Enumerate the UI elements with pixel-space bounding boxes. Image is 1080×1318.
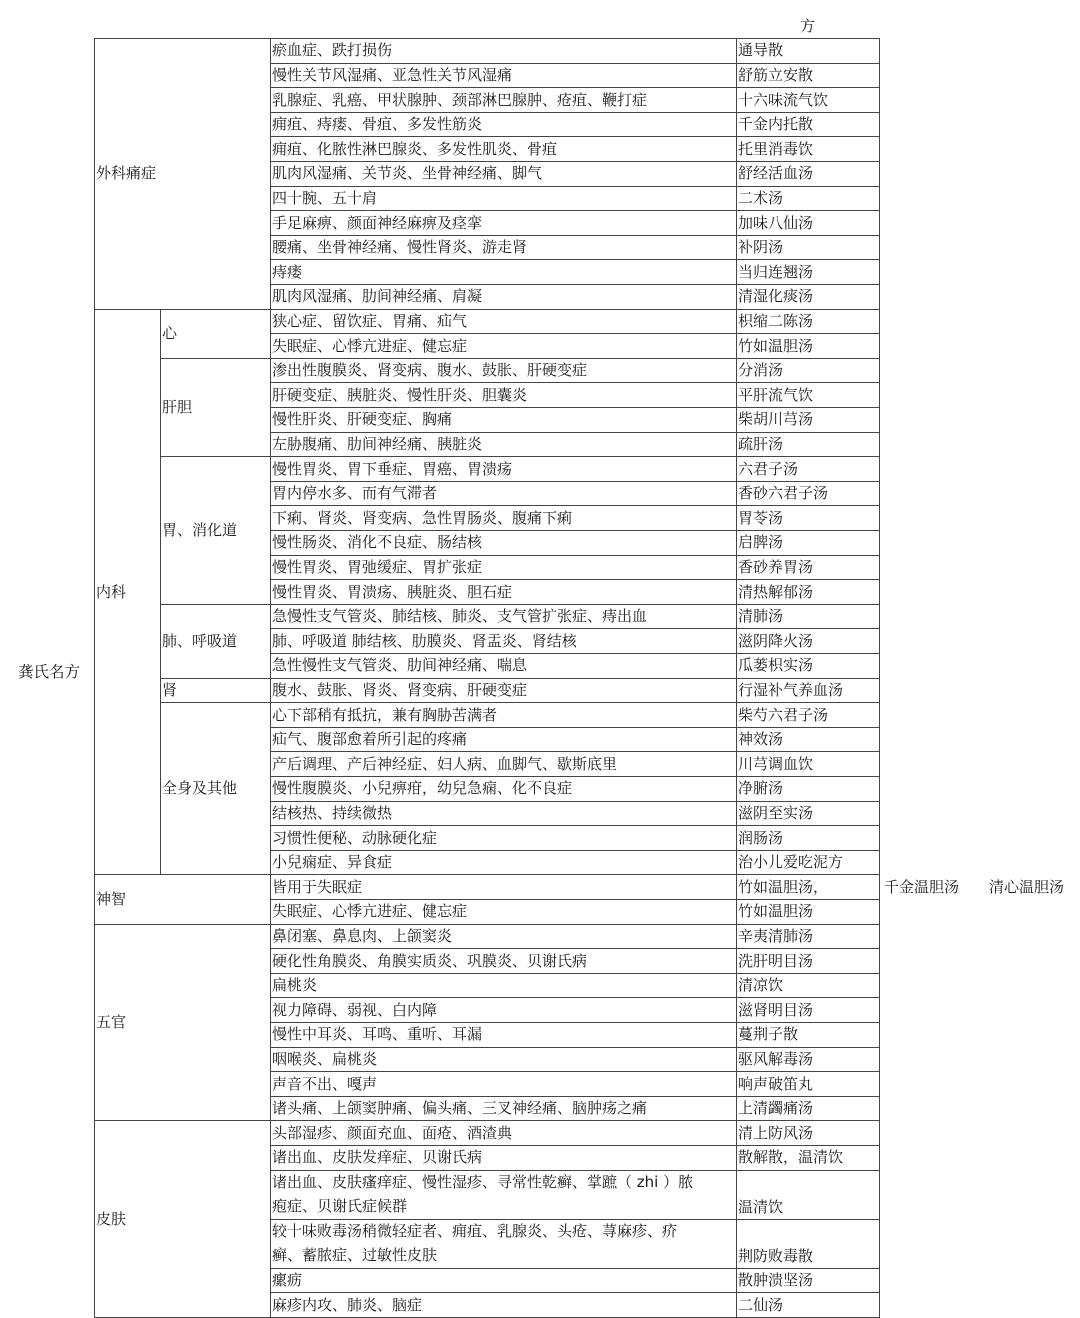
row-divider xyxy=(270,333,880,334)
row-divider xyxy=(270,1268,880,1269)
indication-text: 急性慢性支气管炎、肋间神经痛、喘息 xyxy=(272,656,528,675)
indication-text: 声音不出、嘎声 xyxy=(272,1074,378,1093)
formula-name: 胃苓汤 xyxy=(738,508,784,527)
row-divider xyxy=(270,776,880,777)
subcategory-divider xyxy=(160,358,270,359)
formula-name: 香砂六君子汤 xyxy=(738,484,829,503)
row-divider xyxy=(270,899,880,900)
category-label: 皮肤 xyxy=(96,1209,127,1228)
category-label: 内科 xyxy=(96,582,127,601)
row-divider xyxy=(270,1170,880,1171)
category-label: 外科痛症 xyxy=(96,164,157,183)
indication-text: 视力障碍、弱视、白内障 xyxy=(272,1000,438,1019)
indication-text: 渗出性腹膜炎、肾变病、腹水、鼓胀、肝硬变症 xyxy=(272,361,588,380)
row-divider xyxy=(270,973,880,974)
indication-text: 肝硬变症、胰脏炎、慢性肝炎、胆囊炎 xyxy=(272,385,528,404)
row-divider xyxy=(270,382,880,383)
row-divider xyxy=(270,801,880,802)
indication-text: 慢性中耳炎、耳鸣、重听、耳漏 xyxy=(272,1025,483,1044)
root-label: 龚氏名方 xyxy=(18,663,81,681)
row-divider xyxy=(270,309,880,310)
table-left-border xyxy=(94,38,95,1317)
formula-name: 柴胡川芎汤 xyxy=(738,410,814,429)
indication-text: 胃内停水多、而有气滞者 xyxy=(272,484,438,503)
subcategory-label: 肾 xyxy=(162,680,178,699)
row-divider xyxy=(270,1047,880,1048)
formula-name: 润肠汤 xyxy=(738,828,784,847)
indication-text: 诸出血、皮肤发痒症、贝谢氏病 xyxy=(272,1148,483,1167)
indication-text: 较十味败毒汤稍微轻症者、痈疽、乳腺炎、头疮、荨麻疹、疥 xyxy=(272,1221,678,1240)
indication-text: 慢性胃炎、胃溃疡、胰脏炎、胆石症 xyxy=(272,582,513,601)
extra-formulas-note: 千金温胆汤 清心温胆汤 xyxy=(884,877,1065,896)
formula-name: 清热解郁汤 xyxy=(738,582,814,601)
formula-name: 加味八仙汤 xyxy=(738,213,814,232)
formula-column-header: 方 xyxy=(800,17,816,35)
row-divider xyxy=(270,1096,880,1097)
subcategory-divider xyxy=(160,456,270,457)
formula-name: 滋阴至实汤 xyxy=(738,803,814,822)
formula-name: 十六味流气饮 xyxy=(738,90,829,109)
subcategory-label: 肺、呼吸道 xyxy=(162,631,238,650)
row-divider xyxy=(270,850,880,851)
category-divider xyxy=(94,1120,270,1121)
subcategory-label: 胃、消化道 xyxy=(162,521,238,539)
indication-text: 乳腺症、乳癌、甲状腺肿、颈部淋巴腺肿、疮疽、鞭打症 xyxy=(272,90,648,109)
subcategory-divider xyxy=(160,702,270,703)
row-divider xyxy=(270,161,880,162)
subcategory-column-border xyxy=(160,309,161,875)
subcategory-label: 全身及其他 xyxy=(162,779,238,798)
row-divider xyxy=(270,456,880,457)
formula-name: 分消汤 xyxy=(738,361,784,380)
row-divider xyxy=(270,407,880,408)
row-divider xyxy=(270,727,880,728)
indication-text: 瘀血症、跌打损伤 xyxy=(272,41,393,60)
formula-name: 散肿溃坚汤 xyxy=(738,1270,814,1289)
row-divider xyxy=(270,1071,880,1072)
table-top-border xyxy=(94,38,880,39)
formula-name: 洗肝明目汤 xyxy=(738,951,814,970)
formula-name: 治小儿爱吃泥方 xyxy=(738,853,844,872)
row-divider xyxy=(270,579,880,580)
row-divider xyxy=(270,358,880,359)
formula-name: 清凉饮 xyxy=(738,976,784,995)
row-divider xyxy=(270,481,880,482)
category-divider xyxy=(94,924,270,925)
formula-name: 驱风解毒汤 xyxy=(738,1049,814,1068)
row-divider xyxy=(270,1120,880,1121)
row-divider xyxy=(270,555,880,556)
formula-name: 神效汤 xyxy=(738,730,784,749)
row-divider xyxy=(270,284,880,285)
formula-name: 柴芍六君子汤 xyxy=(738,705,829,724)
formula-name: 滋阴降火汤 xyxy=(738,631,814,650)
formula-name: 疏肝汤 xyxy=(738,434,784,453)
indication-text: 肌肉风湿痛、关节炎、坐骨神经痛、脚气 xyxy=(272,164,543,183)
indication-text: 皆用于失眠症 xyxy=(272,877,363,896)
subcategory-divider xyxy=(160,678,270,679)
row-divider xyxy=(270,924,880,925)
formula-name: 竹如温胆汤 xyxy=(738,902,814,921)
indication-text: 四十腕、五十肩 xyxy=(272,188,378,207)
row-divider xyxy=(270,948,880,949)
formula-name: 舒筋立安散 xyxy=(738,65,814,84)
row-divider xyxy=(270,136,880,137)
indication-text: 结核热、持续微热 xyxy=(272,803,393,822)
indication-text: 失眠症、心悸亢进症、健忘症 xyxy=(272,902,468,921)
indication-text: 慢性胃炎、胃下垂症、胃癌、胃溃疡 xyxy=(272,459,513,478)
indication-text: 慢性胃炎、胃弛缓症、胃扩张症 xyxy=(272,557,483,576)
indication-text: 慢性肝炎、肝硬变症、胸痛 xyxy=(272,410,453,429)
formula-name: 滋肾明目汤 xyxy=(738,1000,814,1019)
row-divider xyxy=(270,825,880,826)
indication-text: 咽喉炎、扁桃炎 xyxy=(272,1049,378,1068)
subcategory-label: 心 xyxy=(162,324,178,343)
formula-name: 瓜蒌枳实汤 xyxy=(738,656,814,675)
row-divider xyxy=(270,63,880,64)
formula-name: 散解散，温清饮 xyxy=(738,1148,844,1167)
indication-text: 癣、蓄脓症、过敏性皮肤 xyxy=(272,1245,438,1264)
subcategory-divider xyxy=(160,604,270,605)
formula-name: 响声破笛丸 xyxy=(738,1074,814,1093)
indication-text: 肺、呼吸道 肺结核、肋膜炎、肾盂炎、肾结核 xyxy=(272,631,577,650)
indication-text: 狭心症、留饮症、胃痛、疝气 xyxy=(272,311,468,330)
indication-text: 疝气、腹部愈着所引起的疼痛 xyxy=(272,730,468,749)
indication-text: 习惯性便秘、动脉硬化症 xyxy=(272,828,438,847)
indication-text: 肌肉风湿痛、肋间神经痛、肩凝 xyxy=(272,287,483,306)
indication-text: 诸出血、皮肤瘙痒症、慢性湿疹、寻常性乾癣、掌蹠（ zhi ）脓 xyxy=(272,1172,694,1191)
row-divider xyxy=(270,87,880,88)
formula-name: 温清饮 xyxy=(738,1197,784,1216)
row-divider xyxy=(270,874,880,875)
indication-text: 小兒痫症、异食症 xyxy=(272,853,393,872)
indication-text: 心下部稍有抵抗，兼有胸胁苦满者 xyxy=(272,705,498,724)
formula-name: 当归连翘汤 xyxy=(738,262,814,281)
formula-name: 川芎调血饮 xyxy=(738,754,814,773)
row-divider xyxy=(270,1022,880,1023)
indication-text: 硬化性角膜炎、角膜实质炎、巩膜炎、贝谢氏病 xyxy=(272,951,588,970)
category-divider xyxy=(94,309,270,310)
indication-text: 痔瘘 xyxy=(272,262,303,281)
indication-text: 慢性肠炎、消化不良症、肠结核 xyxy=(272,533,483,552)
indication-text: 痈疽、化脓性淋巴腺炎、多发性肌炎、骨疽 xyxy=(272,139,558,158)
row-divider xyxy=(270,678,880,679)
formula-name: 清肺汤 xyxy=(738,607,784,626)
row-divider xyxy=(270,997,880,998)
formula-name: 平肝流气饮 xyxy=(738,385,814,404)
subcategory-label: 肝胆 xyxy=(162,398,193,416)
formula-name: 托里消毒饮 xyxy=(738,139,814,158)
row-divider xyxy=(270,210,880,211)
row-divider xyxy=(270,1145,880,1146)
category-divider xyxy=(94,874,270,875)
indication-text: 疱症、贝谢氏症候群 xyxy=(272,1196,408,1215)
row-divider xyxy=(270,1219,880,1220)
row-divider xyxy=(270,505,880,506)
indication-text: 痈疽、痔瘘、骨疽、多发性筋炎 xyxy=(272,115,483,134)
indication-text: 慢性关节风湿痛、亚急性关节风湿痛 xyxy=(272,65,513,84)
formula-table xyxy=(94,38,880,1314)
indication-text: 产后调理、产后神经症、妇人病、血脚气、歇斯底里 xyxy=(272,754,618,773)
formula-name: 千金内托散 xyxy=(738,115,814,134)
formula-name: 蔓荆子散 xyxy=(738,1025,799,1044)
formula-name: 启脾汤 xyxy=(738,533,784,552)
indication-text: 腹水、鼓胀、肾炎、肾变病、肝硬变症 xyxy=(272,680,528,699)
formula-name: 荆防败毒散 xyxy=(738,1246,814,1265)
indication-text: 诸头痛、上颌窦肿痛、偏头痛、三叉神经痛、脑肿疡之痛 xyxy=(272,1099,648,1118)
row-divider xyxy=(270,628,880,629)
formula-name: 二术汤 xyxy=(738,188,784,207)
indication-text: 腰痛、坐骨神经痛、慢性肾炎、游走肾 xyxy=(272,238,528,257)
indication-text: 扁桃炎 xyxy=(272,976,318,995)
formula-name: 通导散 xyxy=(738,41,784,60)
formula-name: 香砂养胃汤 xyxy=(738,557,814,576)
indication-text: 头部湿疹、颜面充血、面疮、酒渣典 xyxy=(272,1123,513,1142)
row-divider xyxy=(270,530,880,531)
category-label: 五官 xyxy=(96,1013,127,1031)
row-divider xyxy=(270,702,880,703)
formula-name: 行湿补气养血汤 xyxy=(738,680,844,699)
row-divider xyxy=(270,235,880,236)
formula-name: 竹如温胆汤 xyxy=(738,336,814,355)
indication-text: 左胁腹痛、肋间神经痛、胰脏炎 xyxy=(272,434,483,453)
indication-text: 失眠症、心悸亢进症、健忘症 xyxy=(272,336,468,355)
formula-name: 补阴汤 xyxy=(738,238,784,257)
formula-name: 二仙汤 xyxy=(738,1295,784,1314)
formula-name: 辛夷清肺汤 xyxy=(738,926,814,945)
row-divider xyxy=(270,186,880,187)
formula-name: 清湿化痰汤 xyxy=(738,287,814,306)
indication-text: 瘰疬 xyxy=(272,1270,303,1289)
formula-name: 六君子汤 xyxy=(738,459,799,478)
indication-text: 下痢、肾炎、肾变病、急性胃肠炎、腹痛下痢 xyxy=(272,508,573,527)
formula-name: 净腑汤 xyxy=(738,779,784,798)
row-divider xyxy=(270,751,880,752)
formula-name: 枳缩二陈汤 xyxy=(738,311,814,330)
indication-text: 麻疹内攻、肺炎、脑症 xyxy=(272,1295,423,1314)
indication-text: 慢性腹膜炎、小兒痹疳，幼兒急痫、化不良症 xyxy=(272,779,573,798)
formula-name: 竹如温胆汤， xyxy=(738,877,829,896)
formula-name: 上清蠲痛汤 xyxy=(738,1099,814,1118)
formula-name: 舒经活血汤 xyxy=(738,164,814,183)
indication-text: 手足麻痹、颜面神经麻痹及痉挛 xyxy=(272,213,483,232)
row-divider xyxy=(270,1292,880,1293)
row-divider xyxy=(270,653,880,654)
indication-text: 鼻闭塞、鼻息肉、上颌窦炎 xyxy=(272,926,453,945)
formula-name: 清上防风汤 xyxy=(738,1123,814,1142)
row-divider xyxy=(270,604,880,605)
row-divider xyxy=(270,432,880,433)
category-label: 神智 xyxy=(96,890,127,908)
row-divider xyxy=(270,259,880,260)
row-divider xyxy=(270,112,880,113)
indication-text: 急慢性支气管炎、肺结核、肺炎、支气管扩张症、痔出血 xyxy=(272,607,648,626)
